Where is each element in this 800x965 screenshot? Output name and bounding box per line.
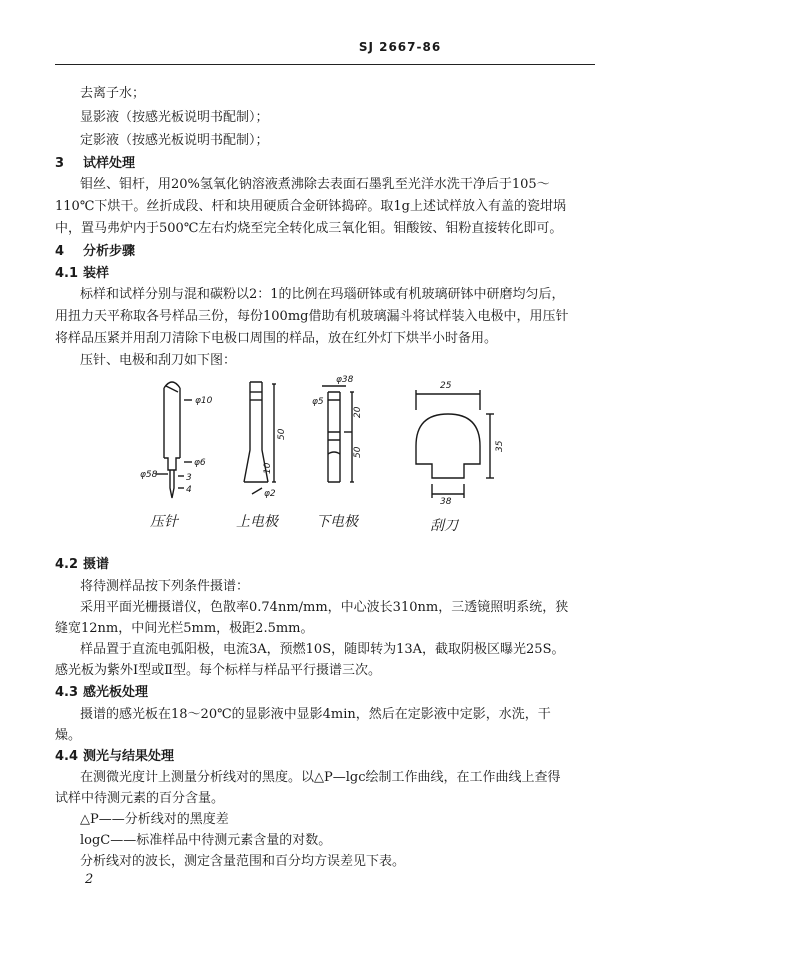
lower-electrode-drawing [322,386,354,482]
body-line: 钼丝、钼杆，用20%氢氧化钠溶液煮沸除去表面石墨乳至光洋水洗干净后于105～ [80,177,550,192]
reagent-line: 去离子水； [80,86,146,101]
dim-label: φ6 [194,458,206,468]
dim-label: φ2 [264,489,276,499]
subsection-heading [55,553,109,572]
dim-label: 20 [353,406,363,418]
body-line: logC——标准样品中待测元素含量的对数。 [80,833,332,848]
figure-caption: 上电极 [236,514,278,530]
tools-figure [140,370,560,538]
subsection-number: 4.2 [55,557,79,572]
body-line: 标样和试样分别与混和碳粉以2：1的比例在玛瑙研钵或有机玻璃研钵中研磨均匀后， [80,287,565,302]
body-line: 在测微光度计上测量分析线对的黑度。以△P—lgc绘制工作曲线，在工作曲线上查得 [80,770,561,785]
dim-label: φ38 [336,375,354,385]
subsection-title: 摄谱 [83,557,110,572]
section-number: 4 [55,244,65,259]
subsection-heading [55,745,174,764]
reagent-line: 显影液（按感光板说明书配制）； [80,110,269,125]
subsection-title: 感光板处理 [83,685,149,700]
body-line: 摄谱的感光板在18～20℃的显影液中显影4min，然后在定影液中定影，水洗，干 [80,707,551,722]
dim-label: 35 [495,440,505,452]
figure-caption: 压针 [150,514,178,530]
body-line: 将待测样品按下列条件摄谱： [80,579,250,594]
subsection-title: 装样 [83,266,110,281]
dim-label: 3 [186,473,192,483]
body-line: 样品置于直流电弧阳极，电流3A，预燃10S，随即转为13A，截取阴极区曝光25S。 [80,642,565,657]
subsection-heading [55,262,109,281]
body-line: 压针、电极和刮刀如下图： [80,353,237,368]
dim-label: 38 [440,497,452,507]
body-line: 燥。 [55,728,82,743]
subsection-number: 4.4 [55,749,79,764]
subsection-heading [55,681,148,700]
body-line: 将样品压紧并用刮刀清除下电极口周围的样品，放在红外灯下烘半小时备用。 [55,331,498,346]
header-rule [55,64,595,65]
body-line: 缝宽12nm，中间光栏5mm，极距2.5mm。 [55,621,314,636]
dim-label: 25 [440,381,452,391]
section-heading [55,240,135,259]
figure-caption: 刮刀 [430,518,458,534]
dim-label: φ5 [312,397,324,407]
reagent-line: 定影液（按感光板说明书配制）； [80,133,269,148]
dim-label: φ58 [140,470,158,480]
page-number: 2 [85,872,94,887]
dim-label: φ10 [195,396,213,406]
body-line: 采用平面光栅摄谱仪，色散率0.74nm/mm，中心波长310nm，三透镜照明系统，狭 [80,600,569,615]
standard-number-header: SJ 2667-86 [358,40,442,54]
section-title: 分析步骤 [83,244,136,259]
subsection-number: 4.1 [55,266,79,281]
dim-label: 50 [353,446,363,458]
body-line: 110℃下烘干。丝折成段、杆和块用硬质合金研钵捣碎。取1g上述试样放入有盖的瓷坩埚 [55,199,566,214]
subsection-number: 4.3 [55,685,79,700]
dim-label: 50 [277,428,287,440]
dim-label: 4 [186,485,192,495]
body-line: 用扭力天平称取各号样品三份，每份100mg借助有机玻璃漏斗将试样装入电极中，用压针 [55,309,569,324]
body-line: 试样中待测元素的百分含量。 [55,791,225,806]
section-number: 3 [55,156,65,171]
body-line: 感光板为紫外Ⅰ型或Ⅱ型。每个标样与样品平行摄谱三次。 [55,663,381,678]
subsection-title: 测光与结果处理 [83,749,175,764]
upper-electrode-drawing [244,382,276,494]
dim-label: 10 [263,462,273,474]
figure-caption: 下电极 [316,514,358,530]
body-line: 中，置马弗炉内于500℃左右灼烧至完全转化成三氧化钼。钼酸铵、钼粉直接转化即可。 [55,221,563,236]
section-title: 试样处理 [83,156,136,171]
section-heading [55,152,135,171]
body-line: 分析线对的波长，测定含量范围和百分均方误差见下表。 [80,854,406,869]
scraper-drawing [416,390,494,498]
body-line: △P——分析线对的黑度差 [80,812,229,827]
